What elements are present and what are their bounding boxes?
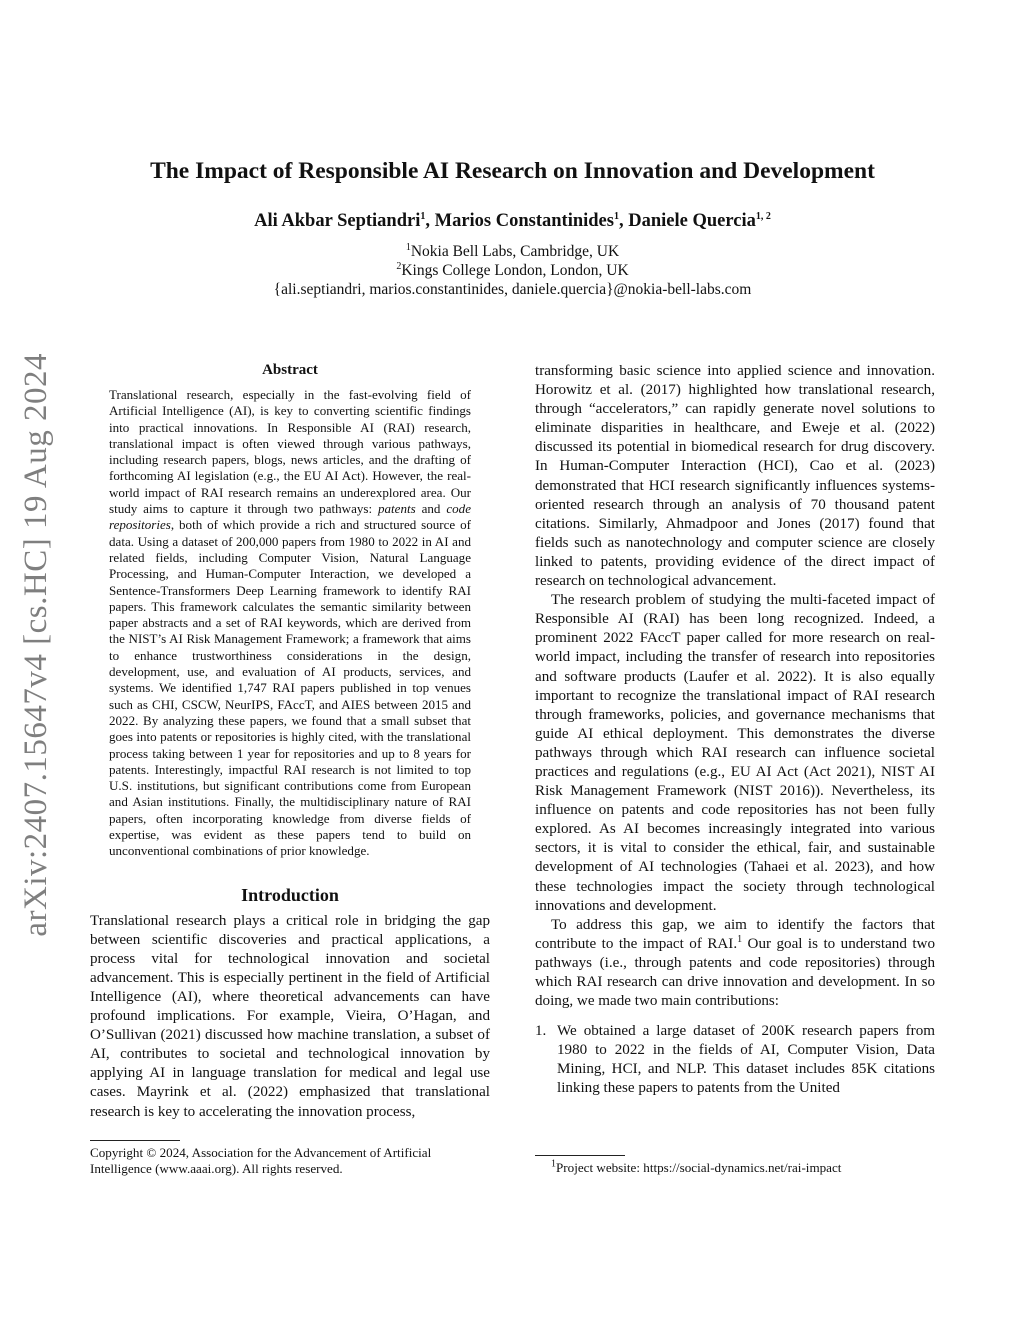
author-name: Marios Constantinides <box>434 211 614 231</box>
right-column <box>535 362 935 1099</box>
introduction-paragraph-continued: transforming basic science into applied science and innovation. Horowitz et al. (2017) highlighted how translational research, through “accelerators,” can rapidly generate novel solutions to eliminate disparities in healthcare, and Eweje et al. (2022) discussed its potential in biomedical research for drug discovery. In Human-Computer Interaction (HCI), Cao et al. (2023) demonstrated that HCI research significantly influences systems-oriented research through an analysis of 70 thousand patent citations. Similarly, Ahmadpoor and Jones (2017) found that fields such as nanotechnology and computer science are closely linked to patents, providing evidence of the direct impact of research on technological advancement. <box>535 363 935 590</box>
author-affiliation-mark: 1 <box>613 210 619 222</box>
arxiv-stamp-text: arXiv:2407.15647v4 [cs.HC] 19 Aug 2024 <box>17 353 54 937</box>
introduction-heading: Introduction <box>241 884 339 905</box>
author-affiliation-mark: 1 <box>420 210 426 222</box>
introduction-paragraph: To address this gap, we aim to identify the factors that contribute to the impact of RAI.$^1$ Our goal is to understand two pathways (i.e., through patents and code repositories) through which RAI research can drive innovation and development. In so doing, we made two main contributions: <box>535 916 935 1010</box>
arxiv-stamp <box>12 345 60 945</box>
affiliation-line: $^2$Kings College London, London, UK <box>396 260 629 279</box>
contributions-list <box>535 1022 935 1098</box>
copyright-notice: Copyright © 2024, Association for the Advancement of Artificial Intelligence (www.aaai.org). All rights reserved. <box>90 1145 432 1176</box>
author-emails: {ali.septiandri, marios.constantinides, daniele.quercia}@nokia-bell-labs.com <box>273 281 752 298</box>
footnote-divider <box>90 1140 180 1141</box>
footnote-block <box>535 1155 935 1176</box>
author-affiliation-mark: 1, 2 <box>755 210 771 222</box>
affiliations <box>90 242 935 299</box>
copyright-block <box>90 1140 490 1177</box>
footnote-divider <box>535 1155 625 1156</box>
list-item: 1. We obtained a large dataset of 200K research papers from 1980 to 2022 in the fields of AI, Computer Vision, Data Mining, HCI, and NLP. This dataset includes 85K citations linking these papers to patents from the United <box>535 1023 935 1097</box>
affiliation-line: $^1$Nokia Bell Labs, Cambridge, UK <box>405 241 620 260</box>
introduction-paragraph: The research problem of studying the multi-faceted impact of Responsible AI (RAI) has been long recognized. Indeed, a prominent 2022 FAccT paper called for more research on real-world impact, including the transfer of research into repositories and software products (Laufer et al. 2022). It is also equally important to recognize the translational impact of RAI research through frameworks, policies, and governance mechanisms that guide AI ethical deployment. This demonstrates the diverse pathways through which RAI research can influence societal practices and regulations (e.g., EU AI Act (Act 2021), NIST AI Risk Management Framework (NIST 2016)). Nevertheless, its influence on patents and code repositories has not been fully explored. As AI becomes increasingly integrated into various sectors, it is vital to consider the ethical, fair, and sustainable development of AI technologies (Tahaei et al. 2023), and how these technologies impact the society through technological innovations and development. <box>535 592 935 914</box>
footnote-ref: 1 <box>737 933 743 945</box>
introduction-paragraph: Translational research plays a critical role in bridging the gap between scientific discoveries and practical applications, a process vital for technological innovation and societal advancement. This is especially pertinent in the field of Artificial Intelligence (AI), where theoretical advancements can have profound implications. For example, Vieira, O’Hagan, and O’Sullivan (2021) discussed how machine translation, a subset of AI, contributes to societal and technological innovation by applying AI in language translation for medical and legal use cases. Mayrink et al. (2022) emphasized that translational research is key to accelerating the innovation process, <box>90 912 490 1120</box>
abstract-heading: Abstract <box>262 362 318 378</box>
paper-title: The Impact of Responsible AI Research on Innovation and Development <box>150 158 875 184</box>
footnote-text: $^1$Project website: https://social-dynamics.net/rai-impact <box>551 1158 842 1175</box>
author-list: Ali Akbar Septiandri$^1$, Marios Constantinides$^1$, Daniele Quercia$^{1, 2}$ <box>254 210 771 231</box>
author-name: Ali Akbar Septiandri <box>254 211 421 231</box>
author-name: Daniele Quercia <box>628 211 756 231</box>
abstract-text: Translational research, especially in the fast-evolving field of Artificial Intelligence (AI), is key to converting scientific findings into practical innovations. In Responsible AI (RAI) research, translational impact is often viewed through various pathways, including research papers, blogs, news articles, and the drafting of forthcoming AI legislation (e.g., the EU AI Act). However, the real-world impact of RAI research remains an underexplored area. Our study aims to capture it through two pathways: patents and code repositories, both of which provide a rich and structured source of data. Using a dataset of 200,000 papers from 1980 to 2022 in AI and related fields, including Computer Vision, Natural Language Processing, and Human-Computer Interaction, we developed a Sentence-Transformers Deep Learning framework to identify RAI papers. This framework calculates the semantic similarity between paper abstracts and a set of RAI keywords, which are derived from the NIST’s AI Risk Management Framework; a framework that aims to enhance trustworthiness considerations in the design, development, use, and evaluation of AI products, services, and systems. We identified 1,747 RAI papers published in top venues such as CHI, CSCW, NeurIPS, FAccT, and AIES between 2015 and 2022. By analyzing these papers, we found that a small subset that goes into patents or repositories is highly cited, with the translational process taking between 1 year for repositories and up to 8 years for patents. Interestingly, impactful RAI research is not limited to top U.S. institutions, but significant contributions come from European and Asian institutions. Finally, the multidisciplinary nature of RAI papers, often incorporating knowledge from diverse fields of expertise, was evident as these papers tend to build on unconventional combinations of prior knowledge. <box>109 387 471 859</box>
left-column <box>90 362 490 1122</box>
